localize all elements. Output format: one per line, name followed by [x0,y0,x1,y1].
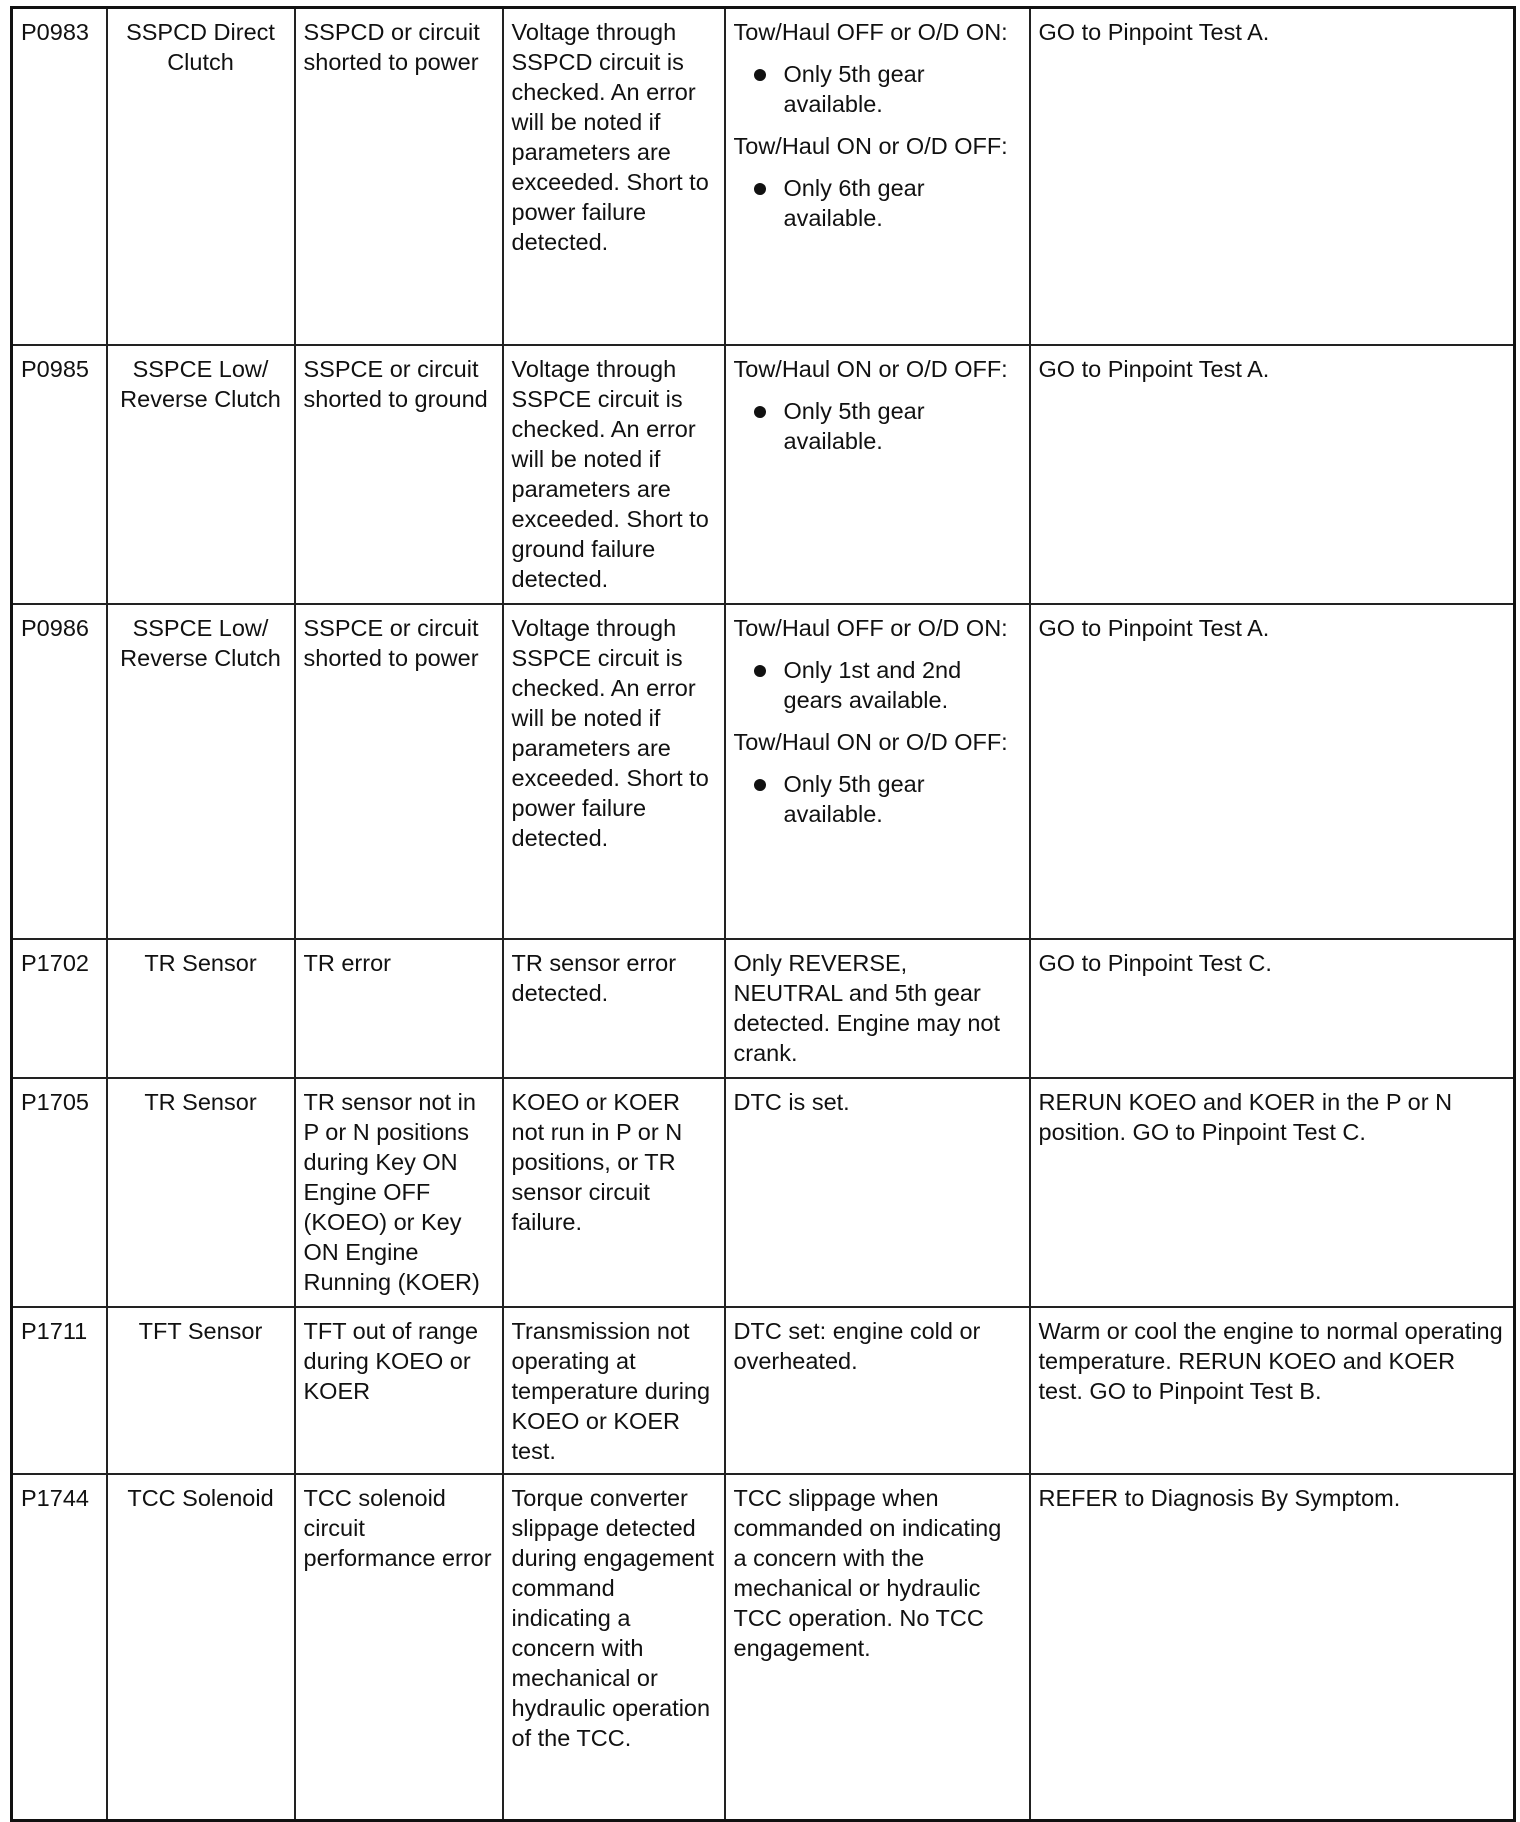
symptom-text: Tow/Haul ON or O/D OFF: [733,355,1008,382]
action-cell [1030,604,1515,939]
dtc-table [10,6,1516,1822]
component-name: TCC Solenoid [127,1484,274,1511]
dtc-code-cell [12,345,107,604]
condition-cell [503,1078,725,1307]
symptom-cell [725,8,1030,345]
description-cell [295,345,503,604]
symptom-cell [725,604,1030,939]
symptom-text: Tow/Haul ON or O/D OFF: [733,728,1008,755]
action-cell [1030,939,1515,1078]
symptom-text: DTC set: engine cold or overheated. [733,1317,981,1374]
symptom-text: TCC slippage when commanded on indicating a concern with the mechanical or hydraulic TCC operation. No TCC engagement. [733,1484,1002,1661]
table-row [12,1474,1515,1821]
condition-cell [503,345,725,604]
condition-text: TR sensor error detected. [511,949,677,1006]
description-cell [295,8,503,345]
condition-cell [503,604,725,939]
component-name: SSPCD Direct Clutch [126,19,275,75]
dtc-code-cell [12,939,107,1078]
condition-cell [503,939,725,1078]
symptom-text: DTC is set. [733,1088,850,1115]
dtc-code-cell [12,604,107,939]
symptom-text: Tow/Haul ON or O/D OFF: [733,133,1008,159]
action-text: GO to Pinpoint Test A. [1038,19,1270,45]
component-cell [107,1307,295,1474]
condition-text: Voltage through SSPCE circuit is checked. An error will be noted if parameters are exceeded. Short to power failure detected. [511,614,709,851]
symptom-cell [725,1307,1030,1474]
dtc-code: P1705 [21,1088,89,1115]
dtc-code: P1744 [21,1484,89,1511]
component-cell [107,345,295,604]
component-cell [107,604,295,939]
action-cell [1030,1078,1515,1307]
dtc-code-cell [12,8,107,345]
action-cell [1030,1474,1515,1821]
symptom-bullet: Only 5th gear available. [734,59,1021,119]
action-text: REFER to Diagnosis By Symptom. [1038,1484,1401,1511]
description-cell [295,939,503,1078]
component-name: SSPCE Low/ Reverse Clutch [120,614,281,671]
dtc-code: P0983 [21,19,89,45]
component-cell [107,1474,295,1821]
table-row [12,345,1515,604]
symptom-bullet: Only 5th gear available. [734,769,1021,829]
dtc-code: P0985 [21,355,89,382]
symptom-text: Tow/Haul OFF or O/D ON: [733,614,1008,641]
action-cell [1030,345,1515,604]
table-row [12,8,1515,345]
dtc-code: P0986 [21,614,89,641]
dtc-code-cell [12,1078,107,1307]
condition-cell [503,1307,725,1474]
condition-cell [503,8,725,345]
table-row [12,604,1515,939]
description-text: TR sensor not in P or N positions during Key ON Engine OFF (KOEO) or Key ON Engine Running (KOER) [303,1088,480,1295]
symptom-cell [725,939,1030,1078]
table-row [12,1307,1515,1474]
dtc-table-body [12,8,1515,1821]
component-name: TR Sensor [144,949,257,976]
dtc-code: P1702 [21,949,89,976]
table-row [12,939,1515,1078]
symptom-text: Only REVERSE, NEUTRAL and 5th gear detected. Engine may not crank. [733,949,1001,1066]
condition-text: KOEO or KOER not run in P or N positions, or TR sensor circuit failure. [511,1088,683,1235]
symptom-bullet: Only 5th gear available. [734,396,1021,456]
description-cell [295,1078,503,1307]
description-text: SSPCE or circuit shorted to ground [303,355,488,412]
symptom-bullet: Only 1st and 2nd gears available. [734,655,1021,715]
description-cell [295,1474,503,1821]
component-name: TR Sensor [144,1088,257,1115]
component-cell [107,939,295,1078]
dtc-code-cell [12,1474,107,1821]
table-row [12,1078,1515,1307]
symptom-cell [725,1078,1030,1307]
symptom-cell [725,345,1030,604]
action-cell [1030,1307,1515,1474]
action-text: GO to Pinpoint Test A. [1038,355,1270,382]
symptom-bullet: Only 6th gear available. [734,173,1021,233]
symptom-text: Tow/Haul OFF or O/D ON: [733,19,1008,45]
description-cell [295,604,503,939]
component-name: SSPCE Low/ Reverse Clutch [120,355,281,412]
dtc-code-cell [12,1307,107,1474]
dtc-code: P1711 [21,1317,88,1344]
description-text: TFT out of range during KOEO or KOER [303,1317,479,1404]
description-cell [295,1307,503,1474]
condition-text: Transmission not operating at temperature during KOEO or KOER test. [511,1317,711,1464]
description-text: SSPCD or circuit shorted to power [303,19,480,75]
condition-text: Torque converter slippage detected during engagement command indicating a concern with mechanical or hydraulic operation of the TCC. [511,1484,715,1751]
description-text: TR error [303,949,391,976]
component-cell [107,1078,295,1307]
description-text: TCC solenoid circuit performance error [303,1484,492,1571]
condition-text: Voltage through SSPCE circuit is checked. An error will be noted if parameters are exceeded. Short to ground failure detected. [511,355,709,592]
description-text: SSPCE or circuit shorted to power [303,614,479,671]
action-text: Warm or cool the engine to normal operating temperature. RERUN KOEO and KOER test. GO to Pinpoint Test B. [1038,1317,1503,1404]
component-name: TFT Sensor [138,1317,263,1344]
action-text: GO to Pinpoint Test A. [1038,614,1270,641]
action-text: RERUN KOEO and KOER in the P or N position. GO to Pinpoint Test C. [1038,1088,1453,1145]
condition-text: Voltage through SSPCD circuit is checked. An error will be noted if parameters are exceeded. Short to power failure detected. [511,19,709,255]
component-cell [107,8,295,345]
condition-cell [503,1474,725,1821]
action-cell [1030,8,1515,345]
action-text: GO to Pinpoint Test C. [1038,949,1272,976]
symptom-cell [725,1474,1030,1821]
